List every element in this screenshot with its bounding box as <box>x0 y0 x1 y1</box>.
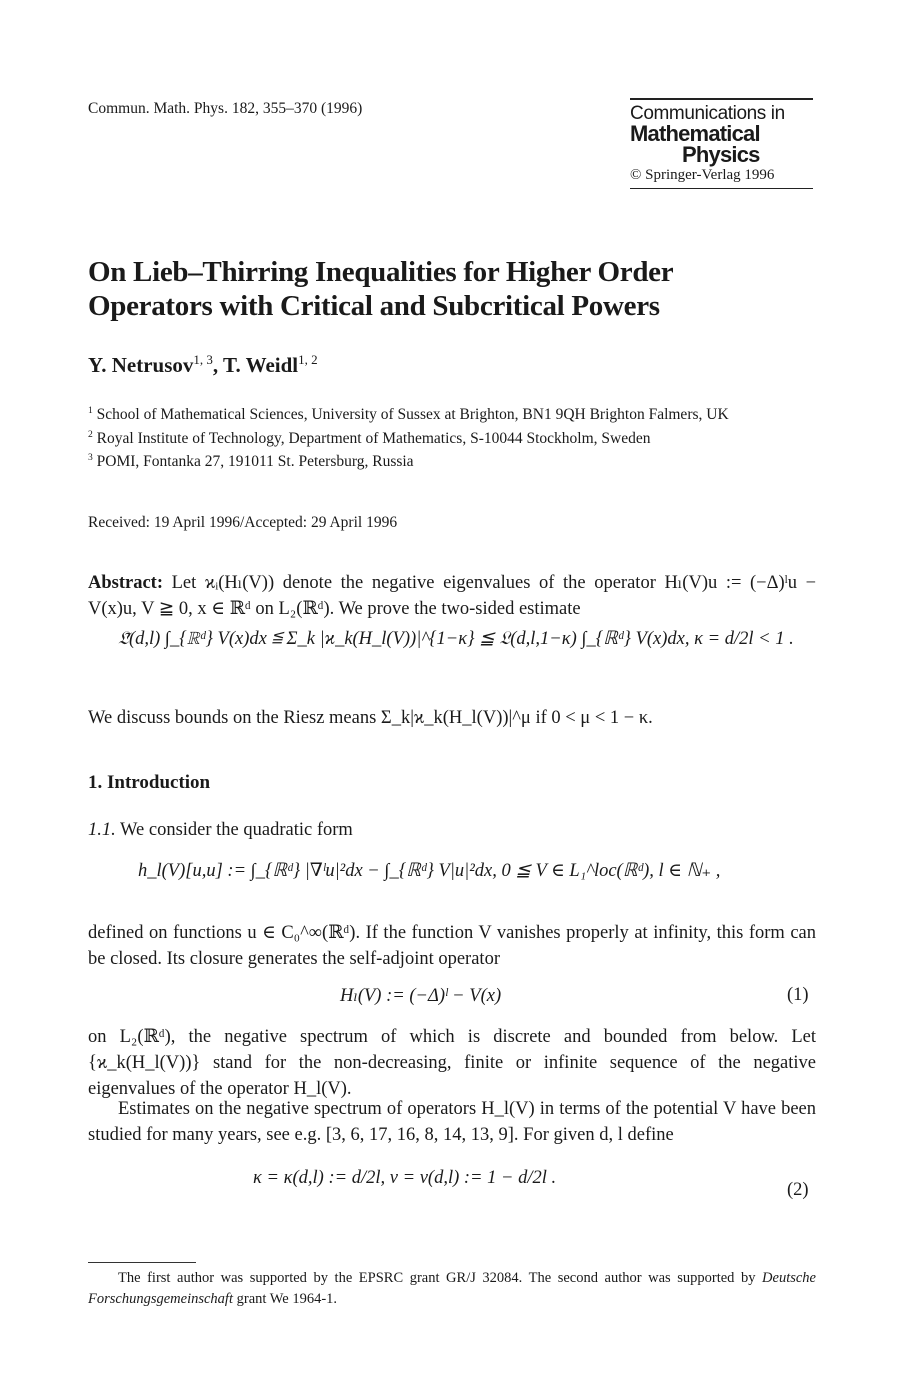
footnote <box>88 1268 816 1310</box>
footnote-funder: Deutsche Forschungsgemeinschaft <box>88 1270 816 1307</box>
subsection-1-1 <box>88 817 818 843</box>
affiliation-item <box>88 450 818 474</box>
author-affil-marker: 1, 2 <box>298 352 318 367</box>
logo-bottom-rule <box>630 188 813 190</box>
paragraph: Estimates on the negative spectrum of operators H_l(V) in terms of the potential V have been studied for many years, see e.g. [3, 6, 17, 16, 8, 14, 13, 9]. For given d, l define <box>88 1099 816 1145</box>
affiliation-item <box>88 427 818 451</box>
logo-line-communications: Communications in <box>630 102 785 124</box>
abstract <box>88 570 816 622</box>
abstract-equation: 𝔏̃(d,l) ∫_{ℝᵈ} V(x)dx ≦ Σ_k |ϰ_k(H_l(V))|^{1−κ} ≦ 𝔏(d,l,1−κ) ∫_{ℝᵈ} V(x)dx, κ = d/2l < 1 . <box>118 629 794 649</box>
logo-top-rule <box>630 98 813 100</box>
logo-line-physics: Physics <box>682 141 760 167</box>
journal-reference: Commun. Math. Phys. 182, 355–370 (1996) <box>88 100 363 117</box>
equation-number-1: (1) <box>787 985 809 1005</box>
logo-copyright: © Springer-Verlag 1996 <box>630 166 775 183</box>
abstract-label: Abstract: <box>88 573 164 593</box>
subsection-intro: We consider the quadratic form <box>120 820 353 840</box>
affil-number: 1 <box>88 404 93 416</box>
logo-line-mathematical: Mathematical <box>630 120 760 146</box>
affil-number: 2 <box>88 428 93 440</box>
equation-number-2: (2) <box>787 1180 809 1200</box>
abstract-closing: We discuss bounds on the Riesz means Σ_k|ϰ_k(H_l(V))|^μ if 0 < μ < 1 − κ. <box>88 708 653 728</box>
affil-number: 3 <box>88 451 93 463</box>
subsection-label: 1.1. <box>88 820 116 840</box>
affil-text: School of Mathematical Sciences, University of Sussex at Brighton, BN1 9QH Brighton Falmers, UK <box>96 406 729 423</box>
author-name: T. Weidl <box>223 353 299 377</box>
equation-1: Hₗ(V) := (−Δ)ˡ − V(x) <box>340 986 502 1006</box>
author-affil-marker: 1, 3 <box>193 352 213 367</box>
quadratic-form-equation: h_l(V)[u,u] := ∫_{ℝᵈ} |∇ˡu|²dx − ∫_{ℝᵈ} V|u|²dx, 0 ≦ V ∈ L₁^loc(ℝᵈ), l ∈ ℕ₊ , <box>138 861 721 881</box>
journal-logo <box>630 98 813 189</box>
paper-title <box>88 255 788 323</box>
footnote-text-end: grant We 1964-1. <box>232 1291 338 1307</box>
paragraph: on L₂(ℝᵈ), the negative spectrum of which is discrete and bounded from below. Let {ϰ_k(H_l(V))} stand for the non-decreasing, finite or infinite sequence of the negative eigenvalues of the operator H_l(V). <box>88 1027 816 1099</box>
abstract-text: Let ϰᵢ(Hₗ(V)) denote the negative eigenvalues of the operator Hₗ(V)u := (−Δ)ˡu − V(x)u, V ≧ 0, x ∈ ℝᵈ on L₂(ℝᵈ). We prove the two-sided estimate <box>88 573 817 619</box>
received-dates: Received: 19 April 1996/Accepted: 29 April 1996 <box>88 514 398 531</box>
title-line-1: On Lieb–Thirring Inequalities for Higher Order <box>88 256 674 288</box>
affil-text: Royal Institute of Technology, Department of Mathematics, S-10044 Stockholm, Sweden <box>96 429 651 447</box>
footnote-text: The first author was supported by the EPSRC grant GR/J 32084. The second author was supported by <box>118 1270 763 1286</box>
title-line-2: Operators with Critical and Subcritical Powers <box>88 290 660 322</box>
author-name: Y. Netrusov <box>88 353 194 377</box>
author-separator: , <box>212 353 224 377</box>
equation-2: κ = κ(d,l) := d/2l, ν = ν(d,l) := 1 − d/2l . <box>253 1168 557 1188</box>
affiliation-item <box>88 403 818 427</box>
paragraph: defined on functions u ∈ C₀^∞(ℝᵈ). If the function V vanishes properly at infinity, this form can be closed. Its closure generates the self-adjoint operator <box>88 923 816 969</box>
affil-text: POMI, Fontanka 27, 191011 St. Petersburg, Russia <box>96 453 414 470</box>
section-heading: 1. Introduction <box>88 772 211 793</box>
affiliations <box>88 403 818 474</box>
author-list <box>88 353 318 378</box>
footnote-rule <box>88 1262 196 1263</box>
